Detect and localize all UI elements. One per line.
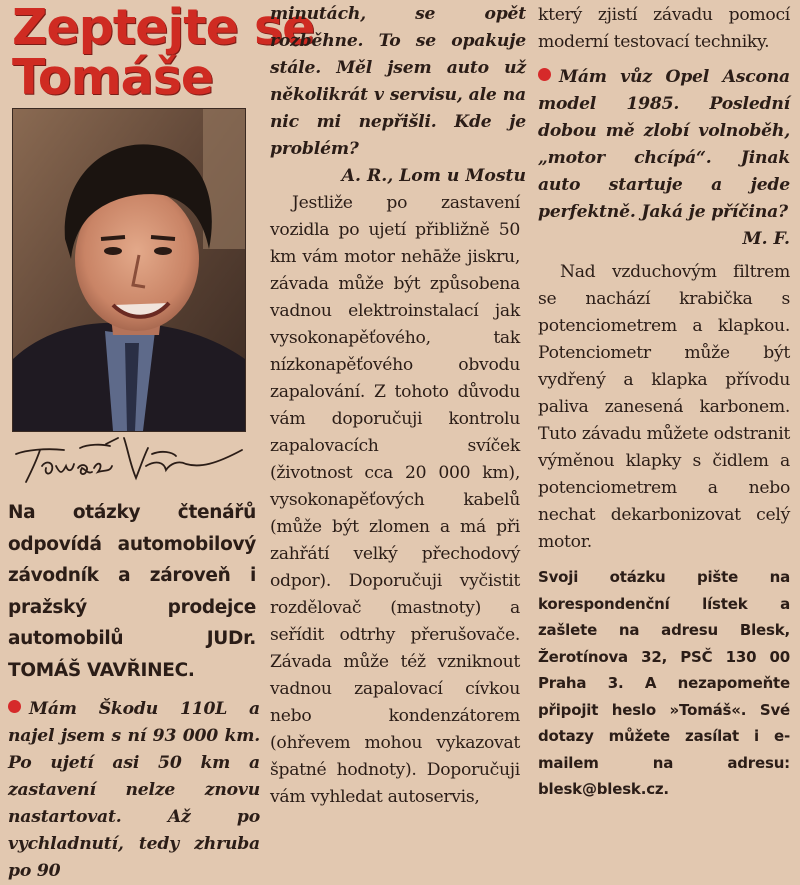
- question-1-text-col2: minutách, se opět rozběhne. To se opakuje stále. Měl jsem auto už několikrát v servisu, ale na nic mi nepřišli. Kde je problém?: [270, 4, 526, 159]
- bullet-dot-icon: [8, 700, 21, 713]
- bullet-dot-icon: [538, 68, 551, 81]
- title-line-2: Tomáše: [12, 49, 214, 106]
- column-right: [538, 0, 790, 803]
- answer-1-text-col2: Jestliže po zastavení vozidla po ujetí přibližně 50 km vám motor nehāže jiskru, závada může být způsobena vadnou elektroinstalací jak vysokonapěťového, tak nízkonapěťového obvodu zapalování. Z tohoto důvodu vám doporučuji kontrolu zapalovacích svíček (životnost cca 20 000 km), vysokonapěťových kabelů (může být zlomen a má při zahřátí velký přechodový odpor). Doporučuji vyčistit rozdělovač (mastnoty) a seřídit odtrhy přerušovače. Závada může též vzniknout vadnou zapalovací cívkou nebo kondenzátorem (ohřevem mohou vykazovat špatné hodnoty). Doporučuji vám vyhledat autoservis,: [270, 193, 520, 807]
- question-2: [538, 64, 790, 226]
- intro-text: Na otázky čtenářů odpovídá automobilový závodník a zároveň i pražský prodejce automobilů JUDr. TOMÁŠ VAVŘINEC.: [8, 502, 256, 681]
- question-1-text-col1: Mám Škodu 110L a najel jsem s ní 93 000 km. Po ujetí asi 50 km a zastavení nelze znovu nastartovat. Až po vychladnutí, tedy zhruba po 90: [8, 699, 260, 881]
- question-2-text: Mám vůz Opel Ascona model 1985. Poslední dobou mě zlobí volnoběh, „motor chcípá“. Jinak auto startuje a jede perfektně. Jaká je příčina?: [538, 67, 790, 222]
- column-middle: [270, 0, 526, 811]
- answer-1-text-col3: který zjistí závadu pomocí moderní testovací techniky.: [538, 5, 790, 52]
- answer-2-text: Nad vzduchovým filtrem se nachází krabička s potenciometrem a klapkou. Potenciometr může být vydřený a klapka přívodu paliva zanesená karbonem. Tuto závadu můžete odstranit výměnou klapky s čidlem a potenciometrem a nebo nechat dekarbonizovat celý motor.: [538, 262, 790, 552]
- portrait-photo: [12, 108, 246, 432]
- question-1-part-1: [8, 696, 260, 885]
- handwritten-signature: [6, 430, 258, 496]
- title-line-1: Zeptejte se: [12, 0, 315, 56]
- contact-info: Svoji otázku pište na korespondenční lístek a zašlete na adresu Blesk, Žerotínova 32, PSČ 130 00 Praha 3. A nezapomeňte připojit heslo »Tomáš«. Své dotazy můžete zasílat i e-mailem na adresu: blesk@blesk.cz.: [538, 568, 790, 798]
- question-1-author: A. R., Lom u Mostu: [341, 166, 526, 186]
- column-left: [6, 0, 315, 881]
- column-title: [12, 0, 315, 106]
- question-2-author: M. F.: [742, 229, 790, 249]
